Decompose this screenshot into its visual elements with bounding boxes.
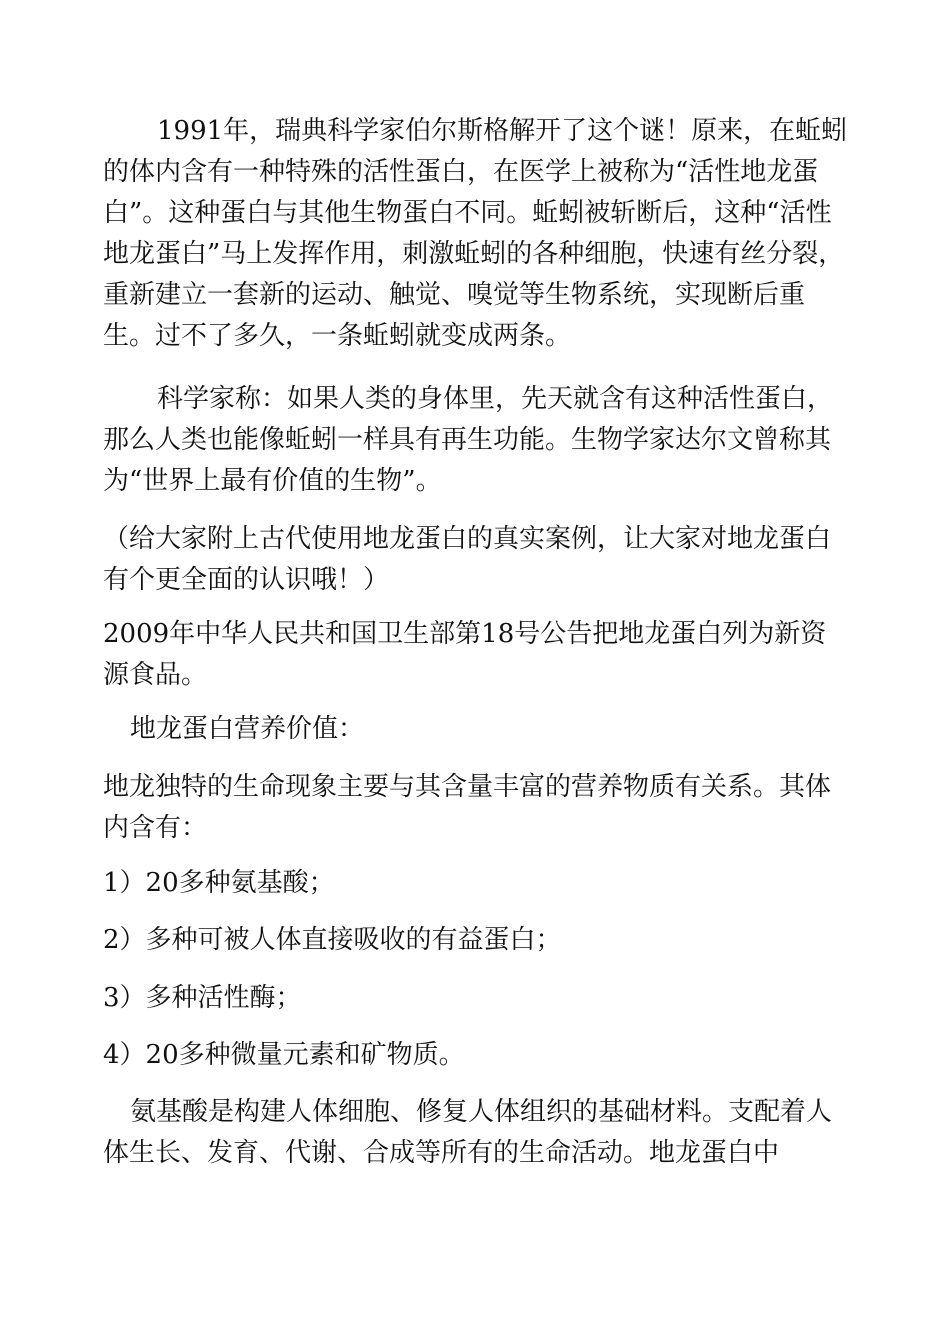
list-item-proteins: 2）多种可被人体直接吸收的有益蛋白； bbox=[103, 925, 562, 955]
paragraph-discovery: 1991年，瑞典科学家伯尔斯格解开了这个谜！原来，在蚯蚓的体内含有一种特殊的活性蛋白，在医学上被称为“活性地龙蛋白”。这种蛋白与其他生物蛋白不同。蚯蚓被斩断后，这种“活性地龙蛋白”马上发挥作用，刺激蚯蚓的各种细胞，快速有丝分裂，重新建立一套新的运动、触觉、嗅觉等生物系统，实现断后重生。过不了多久，一条蚯蚓就变成两条。 bbox=[103, 116, 848, 351]
section-heading-nutrition: 地龙蛋白营养价值： bbox=[130, 714, 365, 744]
paragraph-amino-acid-role: 氨基酸是构建人体细胞、修复人体组织的基础材料。支配着人体生长、发育、代谢、合成等所有的生命活动。地龙蛋白中 bbox=[103, 1097, 833, 1168]
list-item-amino-acids: 1）20多种氨基酸； bbox=[103, 868, 335, 898]
paragraph-announcement: 2009年中华人民共和国卫生部第18号公告把地龙蛋白列为新资源食品。 bbox=[103, 619, 827, 690]
list-item-minerals: 4）20多种微量元素和矿物质。 bbox=[103, 1040, 465, 1070]
paragraph-note: （给大家附上古代使用地龙蛋白的真实案例，让大家对地龙蛋白有个更全面的认识哦！） bbox=[103, 524, 832, 595]
paragraph-nutrition-intro: 地龙独特的生命现象主要与其含量丰富的营养物质有关系。其体内含有： bbox=[103, 772, 832, 843]
paragraph-scientist-claim: 科学家称：如果人类的身体里，先天就含有这种活性蛋白，那么人类也能像蚯蚓一样具有再生功能。生物学家达尔文曾称其为“世界上最有价值的生物”。 bbox=[103, 384, 834, 496]
list-item-enzymes: 3）多种活性酶； bbox=[103, 983, 302, 1013]
